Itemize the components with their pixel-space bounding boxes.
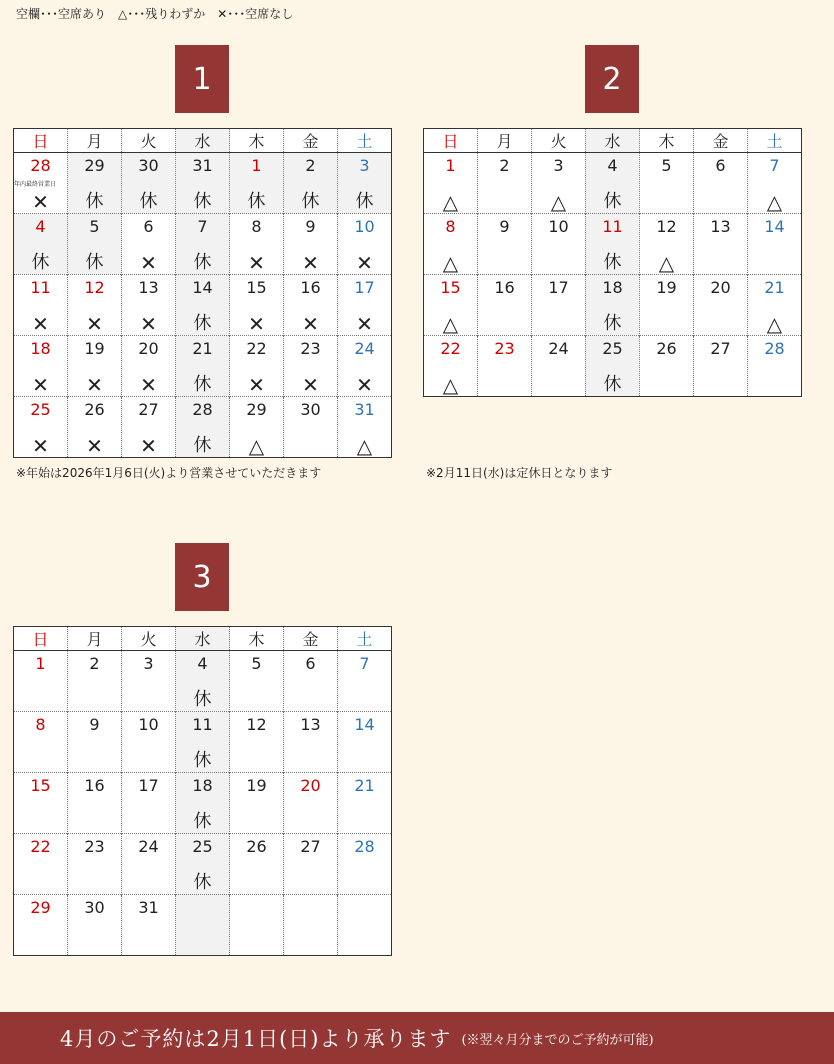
day-number: 18 bbox=[192, 776, 213, 795]
day-cell bbox=[338, 651, 392, 712]
availability-status: △ bbox=[248, 434, 265, 458]
day-number: 6 bbox=[715, 156, 726, 175]
availability-status: ✕ bbox=[356, 373, 373, 397]
banner-sub-text: (※翌々月分までのご予約が可能) bbox=[461, 1032, 654, 1048]
day-cell bbox=[694, 153, 748, 214]
weekday-header: 水 bbox=[176, 129, 230, 153]
day-cell bbox=[230, 336, 284, 397]
day-number: 11 bbox=[192, 715, 213, 734]
calendar-february bbox=[423, 128, 802, 397]
weekday-header: 月 bbox=[478, 129, 532, 153]
day-cell bbox=[176, 773, 230, 834]
day-number: 16 bbox=[494, 278, 515, 297]
day-number: 31 bbox=[192, 156, 213, 175]
day-cell bbox=[122, 336, 176, 397]
day-number: 30 bbox=[300, 400, 321, 419]
day-number: 9 bbox=[89, 715, 100, 734]
week-row bbox=[14, 153, 392, 214]
weekday-header: 月 bbox=[68, 627, 122, 651]
day-cell bbox=[424, 336, 478, 397]
day-cell bbox=[586, 214, 640, 275]
day-number: 26 bbox=[246, 837, 267, 856]
weekday-header: 土 bbox=[338, 627, 392, 651]
day-number: 8 bbox=[251, 217, 262, 236]
weekday-header: 土 bbox=[748, 129, 802, 153]
day-number: 14 bbox=[354, 715, 375, 734]
day-number: 10 bbox=[354, 217, 375, 236]
day-number: 24 bbox=[548, 339, 569, 358]
day-cell bbox=[284, 275, 338, 336]
day-number: 22 bbox=[30, 837, 51, 856]
day-number: 7 bbox=[359, 654, 370, 673]
weekday-header: 金 bbox=[284, 129, 338, 153]
availability-status: 休 bbox=[603, 252, 622, 273]
availability-status: ✕ bbox=[140, 251, 157, 275]
day-cell bbox=[176, 712, 230, 773]
availability-status: 休 bbox=[355, 191, 374, 212]
weekday-header: 金 bbox=[694, 129, 748, 153]
day-cell bbox=[640, 275, 694, 336]
day-cell bbox=[640, 336, 694, 397]
calendar-march bbox=[13, 626, 392, 956]
day-cell bbox=[748, 214, 802, 275]
day-cell bbox=[532, 153, 586, 214]
day-number: 21 bbox=[192, 339, 213, 358]
availability-status: 休 bbox=[85, 191, 104, 212]
day-number: 13 bbox=[300, 715, 321, 734]
day-number: 19 bbox=[246, 776, 267, 795]
availability-status: △ bbox=[766, 312, 783, 336]
availability-status: △ bbox=[442, 190, 459, 214]
day-cell bbox=[230, 834, 284, 895]
weekday-header: 火 bbox=[122, 129, 176, 153]
day-cell bbox=[230, 275, 284, 336]
day-cell bbox=[284, 834, 338, 895]
weekday-header: 金 bbox=[284, 627, 338, 651]
day-cell bbox=[68, 834, 122, 895]
availability-status: 休 bbox=[31, 252, 50, 273]
day-number: 21 bbox=[354, 776, 375, 795]
day-number: 30 bbox=[84, 898, 105, 917]
availability-status: 休 bbox=[193, 689, 212, 710]
day-number: 3 bbox=[359, 156, 370, 175]
day-number: 16 bbox=[84, 776, 105, 795]
day-number: 30 bbox=[138, 156, 159, 175]
weekday-header: 日 bbox=[14, 129, 68, 153]
day-cell bbox=[14, 773, 68, 834]
day-cell bbox=[230, 895, 284, 956]
day-number: 1 bbox=[445, 156, 456, 175]
week-row bbox=[14, 773, 392, 834]
weekday-header: 日 bbox=[424, 129, 478, 153]
day-cell bbox=[176, 214, 230, 275]
day-cell bbox=[122, 651, 176, 712]
day-cell bbox=[338, 895, 392, 956]
day-number: 28 bbox=[764, 339, 785, 358]
day-cell bbox=[176, 336, 230, 397]
day-number: 3 bbox=[553, 156, 564, 175]
availability-status: 休 bbox=[193, 313, 212, 334]
week-row bbox=[14, 397, 392, 458]
availability-status: ✕ bbox=[86, 373, 103, 397]
day-cell bbox=[338, 214, 392, 275]
day-number: 17 bbox=[138, 776, 159, 795]
day-cell bbox=[122, 895, 176, 956]
day-cell bbox=[176, 153, 230, 214]
day-number: 28 bbox=[354, 837, 375, 856]
day-cell bbox=[14, 214, 68, 275]
day-number: 22 bbox=[440, 339, 461, 358]
day-cell bbox=[176, 275, 230, 336]
day-number: 2 bbox=[89, 654, 100, 673]
day-cell bbox=[68, 214, 122, 275]
day-cell bbox=[68, 651, 122, 712]
day-number: 8 bbox=[35, 715, 46, 734]
day-number: 4 bbox=[35, 217, 46, 236]
day-number: 27 bbox=[710, 339, 731, 358]
week-row bbox=[14, 712, 392, 773]
day-cell bbox=[14, 275, 68, 336]
day-cell bbox=[284, 651, 338, 712]
week-row bbox=[14, 651, 392, 712]
day-cell bbox=[748, 275, 802, 336]
day-number: 24 bbox=[138, 837, 159, 856]
availability-status: △ bbox=[766, 190, 783, 214]
weekday-header: 日 bbox=[14, 627, 68, 651]
day-cell bbox=[14, 895, 68, 956]
day-cell bbox=[176, 834, 230, 895]
day-cell bbox=[14, 651, 68, 712]
day-cell bbox=[424, 275, 478, 336]
availability-status: ✕ bbox=[86, 312, 103, 336]
day-number: 14 bbox=[764, 217, 785, 236]
day-number: 22 bbox=[246, 339, 267, 358]
footnote-february: ※2月11日(水)は定休日となります bbox=[426, 466, 613, 480]
day-number: 13 bbox=[138, 278, 159, 297]
day-number: 2 bbox=[305, 156, 316, 175]
day-cell bbox=[478, 214, 532, 275]
availability-status: ✕ bbox=[302, 251, 319, 275]
day-cell bbox=[176, 651, 230, 712]
availability-status: 休 bbox=[85, 252, 104, 273]
day-cell bbox=[176, 895, 230, 956]
day-number: 28 bbox=[192, 400, 213, 419]
day-cell bbox=[14, 153, 68, 214]
weekday-header: 火 bbox=[532, 129, 586, 153]
day-number: 15 bbox=[246, 278, 267, 297]
calendar-january bbox=[13, 128, 392, 458]
day-number: 5 bbox=[89, 217, 100, 236]
availability-status: ✕ bbox=[140, 312, 157, 336]
day-cell bbox=[694, 275, 748, 336]
day-number: 21 bbox=[764, 278, 785, 297]
availability-status: △ bbox=[442, 373, 459, 397]
availability-status: ✕ bbox=[356, 312, 373, 336]
day-number: 23 bbox=[300, 339, 321, 358]
day-cell bbox=[338, 773, 392, 834]
day-number: 3 bbox=[143, 654, 154, 673]
day-cell bbox=[338, 275, 392, 336]
availability-status: 休 bbox=[301, 191, 320, 212]
day-cell bbox=[14, 336, 68, 397]
day-cell bbox=[122, 275, 176, 336]
day-number: 7 bbox=[769, 156, 780, 175]
day-number: 23 bbox=[84, 837, 105, 856]
week-row bbox=[14, 336, 392, 397]
availability-status: △ bbox=[442, 251, 459, 275]
day-cell bbox=[122, 773, 176, 834]
day-number: 29 bbox=[246, 400, 267, 419]
day-cell bbox=[68, 275, 122, 336]
day-number: 31 bbox=[138, 898, 159, 917]
day-number: 1 bbox=[251, 156, 262, 175]
availability-status: ✕ bbox=[356, 251, 373, 275]
day-cell bbox=[586, 275, 640, 336]
week-row bbox=[14, 895, 392, 956]
month-badge-february: 2 bbox=[585, 45, 639, 113]
availability-status: ✕ bbox=[32, 373, 49, 397]
day-number: 9 bbox=[305, 217, 316, 236]
day-cell bbox=[14, 712, 68, 773]
week-row bbox=[424, 275, 802, 336]
day-number: 24 bbox=[354, 339, 375, 358]
day-cell bbox=[532, 336, 586, 397]
day-cell bbox=[694, 336, 748, 397]
availability-status: 休 bbox=[603, 191, 622, 212]
day-number: 18 bbox=[602, 278, 623, 297]
availability-status: ✕ bbox=[302, 373, 319, 397]
weekday-header: 木 bbox=[640, 129, 694, 153]
day-number: 27 bbox=[138, 400, 159, 419]
day-cell bbox=[68, 397, 122, 458]
day-cell bbox=[284, 336, 338, 397]
day-number: 19 bbox=[656, 278, 677, 297]
day-cell bbox=[68, 712, 122, 773]
availability-status: ✕ bbox=[140, 434, 157, 458]
day-cell bbox=[230, 651, 284, 712]
day-cell bbox=[122, 834, 176, 895]
weekday-header: 水 bbox=[586, 129, 640, 153]
availability-status: 休 bbox=[603, 374, 622, 395]
week-row bbox=[14, 275, 392, 336]
weekday-header: 木 bbox=[230, 129, 284, 153]
day-cell bbox=[424, 214, 478, 275]
day-cell bbox=[122, 397, 176, 458]
day-cell bbox=[586, 153, 640, 214]
banner-main-text: 4月のご予約は2月1日(日)より承ります bbox=[60, 1027, 452, 1051]
day-number: 31 bbox=[354, 400, 375, 419]
weekday-header: 木 bbox=[230, 627, 284, 651]
day-cell bbox=[68, 773, 122, 834]
availability-status: ✕ bbox=[86, 434, 103, 458]
day-cell bbox=[640, 153, 694, 214]
day-number: 20 bbox=[710, 278, 731, 297]
day-number: 11 bbox=[602, 217, 623, 236]
day-number: 14 bbox=[192, 278, 213, 297]
availability-status: △ bbox=[356, 434, 373, 458]
day-number: 9 bbox=[499, 217, 510, 236]
day-cell bbox=[284, 397, 338, 458]
day-cell bbox=[176, 397, 230, 458]
week-row bbox=[14, 214, 392, 275]
day-cell bbox=[640, 214, 694, 275]
availability-status: △ bbox=[442, 312, 459, 336]
day-number: 5 bbox=[661, 156, 672, 175]
day-cell bbox=[230, 153, 284, 214]
day-number: 10 bbox=[548, 217, 569, 236]
month-badge-march: 3 bbox=[175, 543, 229, 611]
day-number: 12 bbox=[246, 715, 267, 734]
week-row bbox=[424, 153, 802, 214]
day-cell bbox=[68, 153, 122, 214]
day-number: 8 bbox=[445, 217, 456, 236]
day-number: 12 bbox=[656, 217, 677, 236]
availability-status: ✕ bbox=[248, 251, 265, 275]
day-cell bbox=[478, 275, 532, 336]
day-cell bbox=[424, 153, 478, 214]
day-number: 7 bbox=[197, 217, 208, 236]
day-number: 15 bbox=[30, 776, 51, 795]
day-cell bbox=[748, 153, 802, 214]
day-number: 23 bbox=[494, 339, 515, 358]
day-cell bbox=[338, 153, 392, 214]
weekday-header: 土 bbox=[338, 129, 392, 153]
day-number: 5 bbox=[251, 654, 262, 673]
day-number: 12 bbox=[84, 278, 105, 297]
availability-status: 休 bbox=[139, 191, 158, 212]
day-cell bbox=[122, 153, 176, 214]
day-cell bbox=[478, 153, 532, 214]
availability-status: 休 bbox=[193, 750, 212, 771]
weekday-header: 月 bbox=[68, 129, 122, 153]
day-number: 26 bbox=[84, 400, 105, 419]
availability-status: 休 bbox=[193, 252, 212, 273]
day-number: 25 bbox=[30, 400, 51, 419]
footnote-january: ※年始は2026年1月6日(火)より営業させていただきます bbox=[16, 466, 322, 480]
day-number: 16 bbox=[300, 278, 321, 297]
day-number: 2 bbox=[499, 156, 510, 175]
day-number: 6 bbox=[143, 217, 154, 236]
availability-status: ✕ bbox=[32, 434, 49, 458]
day-cell bbox=[478, 336, 532, 397]
availability-status: 休 bbox=[193, 435, 212, 456]
day-number: 25 bbox=[602, 339, 623, 358]
availability-status: 休 bbox=[603, 313, 622, 334]
day-cell bbox=[694, 214, 748, 275]
day-cell bbox=[68, 895, 122, 956]
day-number: 25 bbox=[192, 837, 213, 856]
day-number: 15 bbox=[440, 278, 461, 297]
availability-status: ✕ bbox=[140, 373, 157, 397]
weekday-header: 火 bbox=[122, 627, 176, 651]
day-cell bbox=[122, 214, 176, 275]
day-note: 年内最終営業日 bbox=[14, 181, 57, 188]
availability-status: ✕ bbox=[248, 373, 265, 397]
legend: 空欄･･･空席あり △･･･残りわずか ✕･･･空席なし bbox=[16, 7, 294, 21]
day-number: 1 bbox=[35, 654, 46, 673]
day-number: 11 bbox=[30, 278, 51, 297]
day-number: 27 bbox=[300, 837, 321, 856]
day-cell bbox=[68, 336, 122, 397]
week-row bbox=[14, 834, 392, 895]
day-number: 19 bbox=[84, 339, 105, 358]
day-number: 4 bbox=[607, 156, 618, 175]
month-badge-january: 1 bbox=[175, 45, 229, 113]
day-number: 13 bbox=[710, 217, 731, 236]
weekday-header: 水 bbox=[176, 627, 230, 651]
reservation-banner bbox=[0, 1012, 834, 1064]
day-cell bbox=[230, 712, 284, 773]
day-cell bbox=[14, 397, 68, 458]
day-number: 20 bbox=[300, 776, 321, 795]
day-cell bbox=[230, 214, 284, 275]
day-cell bbox=[284, 153, 338, 214]
day-cell bbox=[284, 712, 338, 773]
day-cell bbox=[230, 397, 284, 458]
availability-status: △ bbox=[658, 251, 675, 275]
day-number: 17 bbox=[548, 278, 569, 297]
day-cell bbox=[338, 397, 392, 458]
day-cell bbox=[284, 773, 338, 834]
day-cell bbox=[532, 275, 586, 336]
day-cell bbox=[284, 214, 338, 275]
day-number: 29 bbox=[84, 156, 105, 175]
availability-status: 休 bbox=[193, 872, 212, 893]
week-row bbox=[424, 336, 802, 397]
day-cell bbox=[338, 834, 392, 895]
day-cell bbox=[230, 773, 284, 834]
day-number: 18 bbox=[30, 339, 51, 358]
availability-status: 休 bbox=[193, 811, 212, 832]
availability-status: 休 bbox=[193, 374, 212, 395]
availability-status: ✕ bbox=[248, 312, 265, 336]
day-cell bbox=[338, 712, 392, 773]
availability-status: ✕ bbox=[32, 312, 49, 336]
day-number: 10 bbox=[138, 715, 159, 734]
day-cell bbox=[14, 834, 68, 895]
day-number: 4 bbox=[197, 654, 208, 673]
day-number: 29 bbox=[30, 898, 51, 917]
day-number: 6 bbox=[305, 654, 316, 673]
day-number: 26 bbox=[656, 339, 677, 358]
day-number: 28 bbox=[30, 156, 51, 175]
day-cell bbox=[586, 336, 640, 397]
availability-status: ✕ bbox=[302, 312, 319, 336]
day-cell bbox=[338, 336, 392, 397]
availability-status: 休 bbox=[193, 191, 212, 212]
day-cell bbox=[122, 712, 176, 773]
day-cell bbox=[532, 214, 586, 275]
day-cell bbox=[748, 336, 802, 397]
day-cell bbox=[284, 895, 338, 956]
week-row bbox=[424, 214, 802, 275]
availability-status: 休 bbox=[247, 191, 266, 212]
availability-status: ✕ bbox=[32, 190, 49, 214]
availability-status: △ bbox=[550, 190, 567, 214]
day-number: 17 bbox=[354, 278, 375, 297]
day-number: 20 bbox=[138, 339, 159, 358]
